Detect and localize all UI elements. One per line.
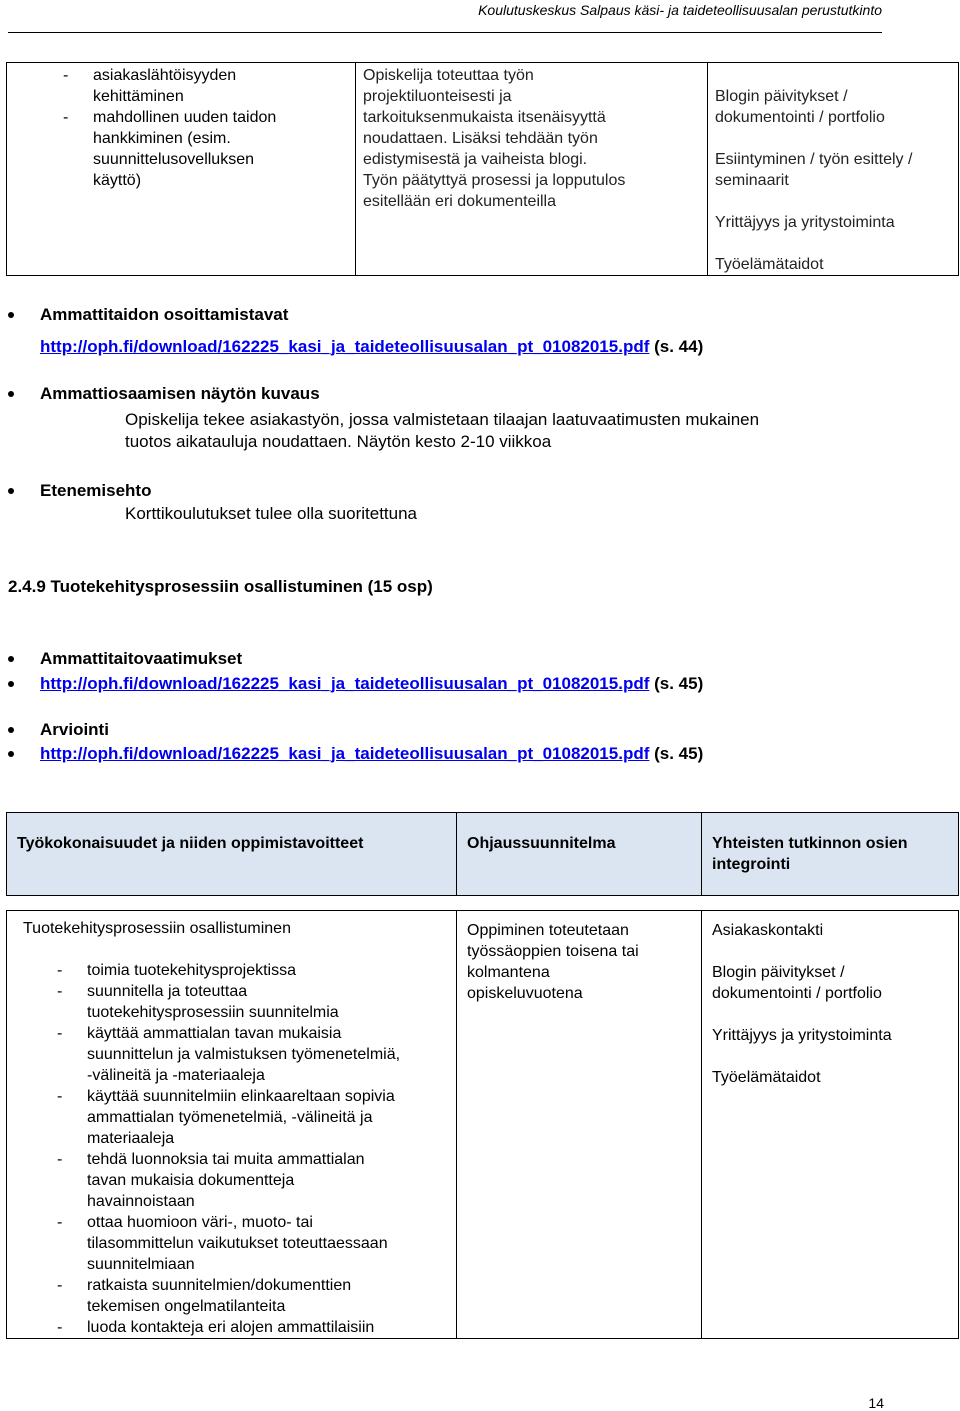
list-item: - toimia tuotekehitysprojektissa bbox=[57, 960, 456, 981]
bullet-icon bbox=[8, 391, 14, 397]
bullet-title-etenemisehto: Etenemisehto bbox=[40, 481, 152, 500]
content-col1 bbox=[23, 918, 456, 1338]
work-title: Tuotekehitysprosessiin osallistuminen bbox=[23, 920, 291, 937]
page-reference: (s. 45) bbox=[654, 744, 704, 763]
bullet-title-arviointi: Arviointi bbox=[40, 720, 109, 739]
section-title: 2.4.9 Tuotekehitysprosessiin osallistuminen (15 osp) bbox=[8, 577, 433, 596]
header-divider bbox=[8, 32, 882, 33]
top-col1-list bbox=[63, 65, 355, 191]
bullet-icon bbox=[8, 312, 14, 318]
work-objectives-list bbox=[57, 960, 456, 1338]
bullet-icon bbox=[8, 727, 14, 733]
page-number: 14 bbox=[868, 1395, 884, 1411]
top-table-col1 bbox=[7, 63, 356, 276]
content-col2: Oppiminen toteutetaan työssäoppien toisena tai kolmantena opiskeluvuotena bbox=[467, 922, 639, 1002]
header-cell-work: Työkokonaisuudet ja niiden oppimistavoitteet bbox=[7, 813, 457, 896]
bullet-title-osoittamistavat: Ammattitaidon osoittamistavat bbox=[40, 305, 289, 324]
top-table bbox=[6, 62, 959, 276]
list-item: - tehdä luonnoksia tai muita ammattialan tavan mukaisia dokumentteja havainnoistaan bbox=[57, 1149, 456, 1212]
nayton-kuvaus-line-2: tuotos aikatauluja noudattaen. Näytön kesto 2-10 viikkoa bbox=[125, 432, 552, 451]
list-item: - ottaa huomioon väri-, muoto- tai tilasommittelun vaikutukset toteuttaessaan suunnitelmiaan bbox=[57, 1212, 456, 1275]
list-item: - suunnitella ja toteuttaa tuotekehitysprosessiin suunnitelmia bbox=[57, 981, 456, 1023]
bullet-title-ammattitaitovaatimukset: Ammattitaitovaatimukset bbox=[40, 649, 243, 668]
link-row-44 bbox=[40, 336, 703, 358]
document-header: Koulutuskeskus Salpaus käsi- ja taideteollisuusalan perustutkinto bbox=[478, 2, 882, 18]
oph-link[interactable]: http://oph.fi/download/162225_kasi_ja_taideteollisuusalan_pt_01082015.pdf bbox=[40, 674, 650, 693]
content-col3: Asiakaskontakti Blogin päivitykset / dokumentointi / portfolio Yrittäjyys ja yritystoiminta Työelämätaidot bbox=[712, 922, 892, 1086]
top-table-col2 bbox=[356, 63, 708, 276]
bullet-icon bbox=[8, 751, 14, 757]
bullet-icon bbox=[8, 488, 14, 494]
content-col-work bbox=[7, 911, 457, 1339]
content-table bbox=[6, 910, 959, 1339]
list-item: - käyttää ammattialan tavan mukaisia suunnittelun ja valmistuksen työmenetelmiä, -välineitä ja -materiaaleja bbox=[57, 1023, 456, 1086]
list-item: - mahdollinen uuden taidon hankkiminen (esim. suunnittelusovelluksen käyttö) bbox=[63, 107, 355, 191]
link-row-45b bbox=[40, 743, 703, 765]
bullet-icon bbox=[8, 656, 14, 662]
content-col-integration bbox=[702, 911, 959, 1339]
header-table bbox=[6, 812, 959, 896]
link-row-45a bbox=[40, 673, 703, 695]
header-cell-guidance: Ohjaussuunnitelma bbox=[457, 813, 702, 896]
oph-link[interactable]: http://oph.fi/download/162225_kasi_ja_taideteollisuusalan_pt_01082015.pdf bbox=[40, 337, 650, 356]
oph-link[interactable]: http://oph.fi/download/162225_kasi_ja_taideteollisuusalan_pt_01082015.pdf bbox=[40, 744, 650, 763]
top-col2-text: Opiskelija toteuttaa työn projektiluonteisesti ja tarkoituksenmukaista itsenäisyyttä noudattaen. Lisäksi tehdään työn edistymisestä ja vaiheista blogi. Työn päätyttyä prosessi ja lopputulos esitellään eri dokumenteilla bbox=[363, 67, 626, 210]
top-col3-text: Blogin päivitykset / dokumentointi / portfolio Esiintyminen / työn esittely / seminaarit Yrittäjyys ja yritystoiminta Työelämätaidot bbox=[715, 88, 913, 273]
header-cell-integration: Yhteisten tutkinnon osien integrointi bbox=[702, 813, 959, 896]
top-table-col3 bbox=[708, 63, 959, 276]
list-item: - luoda kontakteja eri alojen ammattilaisiin bbox=[57, 1317, 456, 1338]
page-reference: (s. 45) bbox=[654, 674, 704, 693]
list-item: - ratkaista suunnitelmien/dokumenttien tekemisen ongelmatilanteita bbox=[57, 1275, 456, 1317]
content-col-guidance bbox=[457, 911, 702, 1339]
nayton-kuvaus-line-1: Opiskelija tekee asiakastyön, jossa valmistetaan tilaajan laatuvaatimusten mukainen bbox=[125, 410, 760, 429]
list-item: - asiakaslähtöisyyden kehittäminen bbox=[63, 65, 355, 107]
bullet-title-nayton-kuvaus: Ammattiosaamisen näytön kuvaus bbox=[40, 384, 320, 403]
page-reference: (s. 44) bbox=[654, 337, 704, 356]
bullet-icon bbox=[8, 681, 14, 687]
list-item: - käyttää suunnitelmiin elinkaareltaan sopivia ammattialan työmenetelmiä, -välineitä ja materiaaleja bbox=[57, 1086, 456, 1149]
etenemisehto-text: Korttikoulutukset tulee olla suoritettuna bbox=[125, 504, 418, 523]
